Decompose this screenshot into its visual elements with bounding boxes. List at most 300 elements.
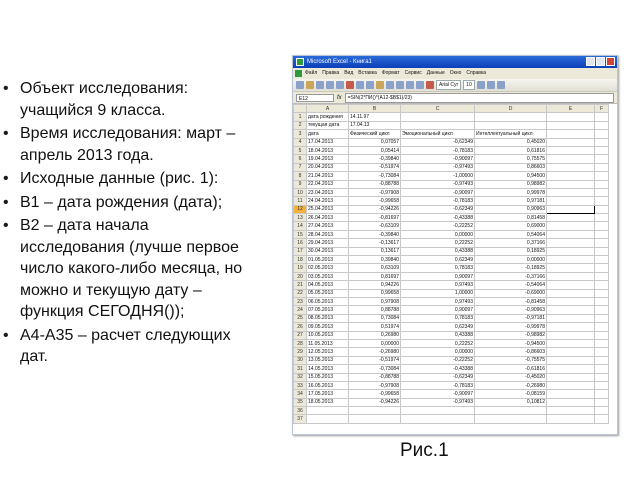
cell-c[interactable]: 0,00000 xyxy=(401,230,475,238)
row-header[interactable]: 33 xyxy=(294,381,307,389)
cell-c[interactable]: -0,62349 xyxy=(401,138,475,146)
cell-d[interactable]: 0,99978 xyxy=(475,188,547,196)
cell-e[interactable] xyxy=(547,297,595,305)
cell-d[interactable]: -0,75575 xyxy=(475,356,547,364)
menu-item[interactable]: Файл xyxy=(305,70,318,76)
cell-c[interactable]: -0,97493 xyxy=(401,180,475,188)
cell-c[interactable]: -0,90097 xyxy=(401,188,475,196)
row-header[interactable]: 19 xyxy=(294,264,307,272)
save-icon[interactable] xyxy=(316,81,324,89)
cell-f[interactable] xyxy=(595,398,609,406)
cell-a[interactable]: 22.04.2013 xyxy=(307,180,349,188)
row-header[interactable]: 17 xyxy=(294,247,307,255)
cell-c[interactable]: 0,90097 xyxy=(401,306,475,314)
cell-f[interactable] xyxy=(595,314,609,322)
cell-c[interactable]: 0,22252 xyxy=(401,339,475,347)
cut-icon[interactable] xyxy=(356,81,364,89)
column-header[interactable]: F xyxy=(595,105,609,113)
cell-a[interactable]: текущая дата xyxy=(307,121,349,129)
cell-c[interactable]: -0,62349 xyxy=(401,373,475,381)
cell-e[interactable] xyxy=(547,390,595,398)
cell-a[interactable]: 27.04.2013 xyxy=(307,222,349,230)
cell-d[interactable]: -0,99978 xyxy=(475,323,547,331)
cell-e[interactable] xyxy=(547,180,595,188)
cell-a[interactable]: 28.04.2013 xyxy=(307,230,349,238)
menu-item[interactable]: Окно xyxy=(449,70,462,76)
cell-d[interactable]: -0,81458 xyxy=(475,297,547,305)
cell-c[interactable]: -0,22252 xyxy=(401,222,475,230)
row-header[interactable]: 5 xyxy=(294,146,307,154)
cell-e[interactable] xyxy=(547,339,595,347)
cell-c[interactable]: 0,97493 xyxy=(401,281,475,289)
cell-c[interactable]: -0,97493 xyxy=(401,163,475,171)
cell-b[interactable]: -0,97908 xyxy=(349,188,401,196)
spelling-icon[interactable] xyxy=(346,81,354,89)
cell-f[interactable] xyxy=(595,214,609,222)
cell-c[interactable]: 0,78183 xyxy=(401,264,475,272)
cell-b[interactable]: -0,39840 xyxy=(349,155,401,163)
cell-c[interactable] xyxy=(401,415,475,423)
cell-f[interactable] xyxy=(595,205,609,213)
formula-input[interactable]: =SIN(2*ПИ()*(A12-$B$1)/23) xyxy=(345,93,614,103)
cell-f[interactable] xyxy=(595,381,609,389)
cell-f[interactable] xyxy=(595,323,609,331)
row-header[interactable]: 20 xyxy=(294,272,307,280)
font-name-select[interactable]: Arial Cyr xyxy=(436,80,461,90)
cell-e[interactable] xyxy=(547,138,595,146)
cell-c[interactable]: -0,78183 xyxy=(401,146,475,154)
cell-f[interactable] xyxy=(595,155,609,163)
cell-c[interactable] xyxy=(401,407,475,415)
cell-b[interactable]: 0,99658 xyxy=(349,289,401,297)
cell-e[interactable] xyxy=(547,214,595,222)
cell-d[interactable]: -0,86603 xyxy=(475,348,547,356)
cell-f[interactable] xyxy=(595,188,609,196)
cell-f[interactable] xyxy=(595,339,609,347)
cell-f[interactable] xyxy=(595,297,609,305)
cell-d[interactable]: 0,45020 xyxy=(475,138,547,146)
cell-d[interactable]: 0,37166 xyxy=(475,239,547,247)
cell-c[interactable]: 0,43388 xyxy=(401,331,475,339)
cell-d[interactable]: -0,37166 xyxy=(475,272,547,280)
cell-e[interactable] xyxy=(547,146,595,154)
cell-d[interactable]: -0,94500 xyxy=(475,339,547,347)
menu-item[interactable]: Правка xyxy=(322,70,340,76)
cell-f[interactable] xyxy=(595,163,609,171)
cell-d[interactable]: 0,98982 xyxy=(475,180,547,188)
cell-a[interactable]: 17.04.2013 xyxy=(307,138,349,146)
cell-a[interactable]: дата рождения xyxy=(307,113,349,121)
row-header[interactable]: 6 xyxy=(294,155,307,163)
cell-c[interactable]: -0,90097 xyxy=(401,155,475,163)
cell-b[interactable]: -0,73084 xyxy=(349,365,401,373)
cell-d[interactable]: Интеллектуальный цикл xyxy=(475,130,547,138)
cell-c[interactable]: -0,43388 xyxy=(401,214,475,222)
cell-d[interactable]: 0,69000 xyxy=(475,222,547,230)
cell-b[interactable]: 0,81697 xyxy=(349,272,401,280)
cell-a[interactable]: 05.05.2013 xyxy=(307,289,349,297)
cell-b[interactable] xyxy=(349,415,401,423)
cell-a[interactable]: 08.05.2013 xyxy=(307,314,349,322)
cell-c[interactable]: -0,22252 xyxy=(401,356,475,364)
cell-f[interactable] xyxy=(595,239,609,247)
cell-d[interactable]: 0,90963 xyxy=(475,205,547,213)
cell-b[interactable]: 0,07057 xyxy=(349,138,401,146)
cell-f[interactable] xyxy=(595,256,609,264)
bold-icon[interactable] xyxy=(477,81,485,89)
cell-b[interactable]: -0,51974 xyxy=(349,163,401,171)
cell-f[interactable] xyxy=(595,180,609,188)
cell-d[interactable]: 0,18925 xyxy=(475,247,547,255)
cell-b[interactable]: -0,88788 xyxy=(349,180,401,188)
row-header[interactable]: 27 xyxy=(294,331,307,339)
column-header[interactable]: D xyxy=(475,105,547,113)
cell-c[interactable]: 0,90097 xyxy=(401,272,475,280)
cell-e[interactable] xyxy=(547,230,595,238)
cell-b[interactable]: 0,63109 xyxy=(349,264,401,272)
row-header[interactable]: 24 xyxy=(294,306,307,314)
cell-f[interactable] xyxy=(595,407,609,415)
cell-e[interactable] xyxy=(547,348,595,356)
cell-c[interactable]: 0,00000 xyxy=(401,348,475,356)
column-header[interactable]: C xyxy=(401,105,475,113)
menu-item[interactable]: Справка xyxy=(466,70,487,76)
cell-c[interactable]: 0,97493 xyxy=(401,297,475,305)
preview-icon[interactable] xyxy=(336,81,344,89)
cell-c[interactable]: 0,62349 xyxy=(401,256,475,264)
cell-e[interactable] xyxy=(547,121,595,129)
row-header[interactable]: 26 xyxy=(294,323,307,331)
cell-c[interactable]: 0,43388 xyxy=(401,247,475,255)
cell-a[interactable] xyxy=(307,415,349,423)
cell-b[interactable]: 0,00000 xyxy=(349,339,401,347)
cell-a[interactable]: 07.05.2013 xyxy=(307,306,349,314)
cell-c[interactable]: -1,00000 xyxy=(401,172,475,180)
maximize-icon[interactable] xyxy=(596,57,605,66)
cell-f[interactable] xyxy=(595,281,609,289)
column-header[interactable] xyxy=(294,105,307,113)
cell-f[interactable] xyxy=(595,230,609,238)
cell-d[interactable]: -0,90963 xyxy=(475,306,547,314)
cell-f[interactable] xyxy=(595,348,609,356)
cell-a[interactable]: 15.05.2013 xyxy=(307,373,349,381)
new-icon[interactable] xyxy=(296,81,304,89)
row-header[interactable]: 23 xyxy=(294,297,307,305)
cell-a[interactable]: 12.05.2013 xyxy=(307,348,349,356)
cell-a[interactable]: 18.05.2013 xyxy=(307,398,349,406)
row-header[interactable]: 10 xyxy=(294,188,307,196)
cell-e[interactable] xyxy=(547,205,595,213)
cell-b[interactable]: -0,63109 xyxy=(349,222,401,230)
cell-a[interactable]: дата xyxy=(307,130,349,138)
cell-b[interactable]: -0,99658 xyxy=(349,197,401,205)
menu-item[interactable]: Сервис xyxy=(404,70,422,76)
cell-e[interactable] xyxy=(547,306,595,314)
row-header[interactable]: 9 xyxy=(294,180,307,188)
cell-b[interactable]: -0,88788 xyxy=(349,373,401,381)
cell-d[interactable]: 0,10812 xyxy=(475,398,547,406)
cell-c[interactable]: -0,78183 xyxy=(401,381,475,389)
cell-e[interactable] xyxy=(547,356,595,364)
cell-b[interactable]: Физический цикл xyxy=(349,130,401,138)
cell-b[interactable]: -0,94226 xyxy=(349,398,401,406)
cell-c[interactable]: -0,43388 xyxy=(401,365,475,373)
print-icon[interactable] xyxy=(326,81,334,89)
cell-a[interactable]: 29.04.2013 xyxy=(307,239,349,247)
cell-a[interactable]: 03.05.2013 xyxy=(307,272,349,280)
cell-b[interactable]: 0,51974 xyxy=(349,323,401,331)
row-header[interactable]: 37 xyxy=(294,415,307,423)
cell-d[interactable]: -0,45020 xyxy=(475,373,547,381)
cell-d[interactable]: -0,61816 xyxy=(475,365,547,373)
cell-a[interactable]: 09.05.2013 xyxy=(307,323,349,331)
copy-icon[interactable] xyxy=(366,81,374,89)
cell-d[interactable] xyxy=(475,121,547,129)
row-header[interactable]: 1 xyxy=(294,113,307,121)
cell-c[interactable] xyxy=(401,113,475,121)
cell-a[interactable]: 18.04.2013 xyxy=(307,146,349,154)
cell-f[interactable] xyxy=(595,130,609,138)
row-header[interactable]: 4 xyxy=(294,138,307,146)
cell-b[interactable]: -0,94226 xyxy=(349,205,401,213)
cell-b[interactable]: -0,26980 xyxy=(349,348,401,356)
row-header[interactable]: 28 xyxy=(294,339,307,347)
cell-b[interactable]: 0,26980 xyxy=(349,331,401,339)
fx-icon[interactable]: fx xyxy=(337,94,342,101)
cell-c[interactable]: 0,62349 xyxy=(401,323,475,331)
cell-e[interactable] xyxy=(547,222,595,230)
cell-f[interactable] xyxy=(595,390,609,398)
cell-b[interactable]: -0,97908 xyxy=(349,381,401,389)
cell-f[interactable] xyxy=(595,331,609,339)
cell-e[interactable] xyxy=(547,289,595,297)
cell-d[interactable]: 0,00000 xyxy=(475,256,547,264)
cell-a[interactable]: 20.04.2013 xyxy=(307,163,349,171)
cell-b[interactable]: 0,88788 xyxy=(349,306,401,314)
cell-e[interactable] xyxy=(547,314,595,322)
cell-a[interactable]: 16.05.2013 xyxy=(307,381,349,389)
cell-e[interactable] xyxy=(547,398,595,406)
cell-b[interactable] xyxy=(349,407,401,415)
cell-e[interactable] xyxy=(547,113,595,121)
cell-a[interactable]: 19.04.2013 xyxy=(307,155,349,163)
undo-icon[interactable] xyxy=(386,81,394,89)
cell-d[interactable]: 0,75575 xyxy=(475,155,547,163)
cell-b[interactable]: 0,94226 xyxy=(349,281,401,289)
cell-e[interactable] xyxy=(547,155,595,163)
row-header[interactable]: 32 xyxy=(294,373,307,381)
cell-e[interactable] xyxy=(547,172,595,180)
cell-e[interactable] xyxy=(547,163,595,171)
cell-e[interactable] xyxy=(547,239,595,247)
cell-b[interactable]: -0,13617 xyxy=(349,239,401,247)
cell-d[interactable]: -0,69000 xyxy=(475,289,547,297)
row-header[interactable]: 25 xyxy=(294,314,307,322)
row-header[interactable]: 36 xyxy=(294,407,307,415)
cell-e[interactable] xyxy=(547,130,595,138)
cell-c[interactable]: -0,90097 xyxy=(401,390,475,398)
column-header[interactable]: B xyxy=(349,105,401,113)
row-header[interactable]: 29 xyxy=(294,348,307,356)
cell-d[interactable]: 0,97181 xyxy=(475,197,547,205)
cell-b[interactable]: -0,51974 xyxy=(349,356,401,364)
cell-e[interactable] xyxy=(547,272,595,280)
cell-e[interactable] xyxy=(547,197,595,205)
cell-a[interactable]: 06.05.2013 xyxy=(307,297,349,305)
paste-icon[interactable] xyxy=(376,81,384,89)
redo-icon[interactable] xyxy=(396,81,404,89)
cell-a[interactable]: 14.05.2013 xyxy=(307,365,349,373)
row-header[interactable]: 31 xyxy=(294,365,307,373)
cell-a[interactable]: 13.05.2013 xyxy=(307,356,349,364)
cell-c[interactable]: -0,62349 xyxy=(401,205,475,213)
cell-f[interactable] xyxy=(595,172,609,180)
cell-e[interactable] xyxy=(547,188,595,196)
cell-a[interactable]: 11.05.2013 xyxy=(307,339,349,347)
cell-d[interactable]: -0,18925 xyxy=(475,264,547,272)
font-size-select[interactable]: 10 xyxy=(463,80,475,90)
cell-a[interactable]: 25.04.2013 xyxy=(307,205,349,213)
cell-f[interactable] xyxy=(595,289,609,297)
row-header[interactable]: 22 xyxy=(294,289,307,297)
cell-a[interactable]: 10.05.2013 xyxy=(307,331,349,339)
cell-a[interactable] xyxy=(307,407,349,415)
cell-e[interactable] xyxy=(547,323,595,331)
cell-d[interactable]: -0,26980 xyxy=(475,381,547,389)
cell-a[interactable]: 04.05.2013 xyxy=(307,281,349,289)
cell-b[interactable]: 0,05414 xyxy=(349,146,401,154)
autosum-icon[interactable] xyxy=(406,81,414,89)
cell-c[interactable] xyxy=(401,121,475,129)
menu-item[interactable]: Формат xyxy=(381,70,400,76)
row-header[interactable]: 14 xyxy=(294,222,307,230)
cell-d[interactable]: -0,97181 xyxy=(475,314,547,322)
cell-d[interactable] xyxy=(475,113,547,121)
menu-item[interactable]: Вид xyxy=(344,70,354,76)
cell-b[interactable]: 0,13617 xyxy=(349,247,401,255)
cell-b[interactable]: -0,99658 xyxy=(349,390,401,398)
cell-f[interactable] xyxy=(595,306,609,314)
chart-wizard-icon[interactable] xyxy=(426,81,434,89)
cell-b[interactable]: 0,39840 xyxy=(349,256,401,264)
row-header[interactable]: 2 xyxy=(294,121,307,129)
cell-f[interactable] xyxy=(595,373,609,381)
cell-c[interactable]: -0,78183 xyxy=(401,197,475,205)
row-header[interactable]: 12 xyxy=(294,205,307,213)
cell-f[interactable] xyxy=(595,138,609,146)
cell-d[interactable]: -0,08159 xyxy=(475,390,547,398)
cell-f[interactable] xyxy=(595,247,609,255)
cell-d[interactable]: 0,81458 xyxy=(475,214,547,222)
cell-a[interactable]: 23.04.2013 xyxy=(307,188,349,196)
row-header[interactable]: 3 xyxy=(294,130,307,138)
cell-e[interactable] xyxy=(547,247,595,255)
cell-a[interactable]: 02.05.2013 xyxy=(307,264,349,272)
cell-d[interactable]: 0,61816 xyxy=(475,146,547,154)
cell-e[interactable] xyxy=(547,381,595,389)
cell-e[interactable] xyxy=(547,331,595,339)
cell-d[interactable] xyxy=(475,415,547,423)
cell-c[interactable]: -0,97493 xyxy=(401,398,475,406)
cell-b[interactable]: 14.11.97 xyxy=(349,113,401,121)
row-header[interactable]: 8 xyxy=(294,172,307,180)
row-header[interactable]: 21 xyxy=(294,281,307,289)
open-icon[interactable] xyxy=(306,81,314,89)
cell-e[interactable] xyxy=(547,281,595,289)
column-header[interactable]: E xyxy=(547,105,595,113)
name-box[interactable]: E12 xyxy=(296,94,334,102)
close-icon[interactable] xyxy=(606,57,615,66)
column-header[interactable]: A xyxy=(307,105,349,113)
cell-c[interactable]: 0,22252 xyxy=(401,239,475,247)
cell-e[interactable] xyxy=(547,256,595,264)
cell-e[interactable] xyxy=(547,415,595,423)
row-header[interactable]: 30 xyxy=(294,356,307,364)
cell-c[interactable]: 1,00000 xyxy=(401,289,475,297)
cell-e[interactable] xyxy=(547,373,595,381)
cell-f[interactable] xyxy=(595,197,609,205)
cell-b[interactable]: -0,73084 xyxy=(349,172,401,180)
minimize-icon[interactable] xyxy=(586,57,595,66)
cell-a[interactable]: 21.04.2013 xyxy=(307,172,349,180)
cell-f[interactable] xyxy=(595,415,609,423)
cell-d[interactable]: -0,98982 xyxy=(475,331,547,339)
cell-b[interactable]: -0,39840 xyxy=(349,230,401,238)
cell-a[interactable]: 17.05.2013 xyxy=(307,390,349,398)
row-header[interactable]: 11 xyxy=(294,197,307,205)
cell-e[interactable] xyxy=(547,264,595,272)
sort-icon[interactable] xyxy=(416,81,424,89)
cell-e[interactable] xyxy=(547,407,595,415)
cell-a[interactable]: 26.04.2013 xyxy=(307,214,349,222)
cell-d[interactable]: 0,54064 xyxy=(475,230,547,238)
cell-b[interactable]: 0,73084 xyxy=(349,314,401,322)
menu-item[interactable]: Данные xyxy=(426,70,445,76)
row-header[interactable]: 15 xyxy=(294,230,307,238)
cell-f[interactable] xyxy=(595,356,609,364)
cell-f[interactable] xyxy=(595,113,609,121)
cell-b[interactable]: -0,81697 xyxy=(349,214,401,222)
cell-f[interactable] xyxy=(595,146,609,154)
row-header[interactable]: 35 xyxy=(294,398,307,406)
cell-b[interactable]: 0,97908 xyxy=(349,297,401,305)
cell-d[interactable]: 0,86603 xyxy=(475,163,547,171)
cell-a[interactable]: 24.04.2013 xyxy=(307,197,349,205)
cell-f[interactable] xyxy=(595,272,609,280)
cell-f[interactable] xyxy=(595,121,609,129)
cell-d[interactable]: -0,54064 xyxy=(475,281,547,289)
cell-f[interactable] xyxy=(595,264,609,272)
cell-c[interactable]: 0,78183 xyxy=(401,314,475,322)
cell-e[interactable] xyxy=(547,365,595,373)
cell-a[interactable]: 30.04.2013 xyxy=(307,247,349,255)
cell-f[interactable] xyxy=(595,222,609,230)
row-header[interactable]: 34 xyxy=(294,390,307,398)
row-header[interactable]: 7 xyxy=(294,163,307,171)
italic-icon[interactable] xyxy=(487,81,495,89)
menu-item[interactable]: Вставка xyxy=(358,70,377,76)
row-header[interactable]: 16 xyxy=(294,239,307,247)
row-header[interactable]: 13 xyxy=(294,214,307,222)
cell-b[interactable]: 17.04.13 xyxy=(349,121,401,129)
cell-a[interactable]: 01.05.2013 xyxy=(307,256,349,264)
cell-d[interactable] xyxy=(475,407,547,415)
row-header[interactable]: 18 xyxy=(294,256,307,264)
cell-d[interactable]: 0,94500 xyxy=(475,172,547,180)
cell-f[interactable] xyxy=(595,365,609,373)
underline-icon[interactable] xyxy=(497,81,505,89)
cell-c[interactable]: Эмоциональный цикл xyxy=(401,130,475,138)
